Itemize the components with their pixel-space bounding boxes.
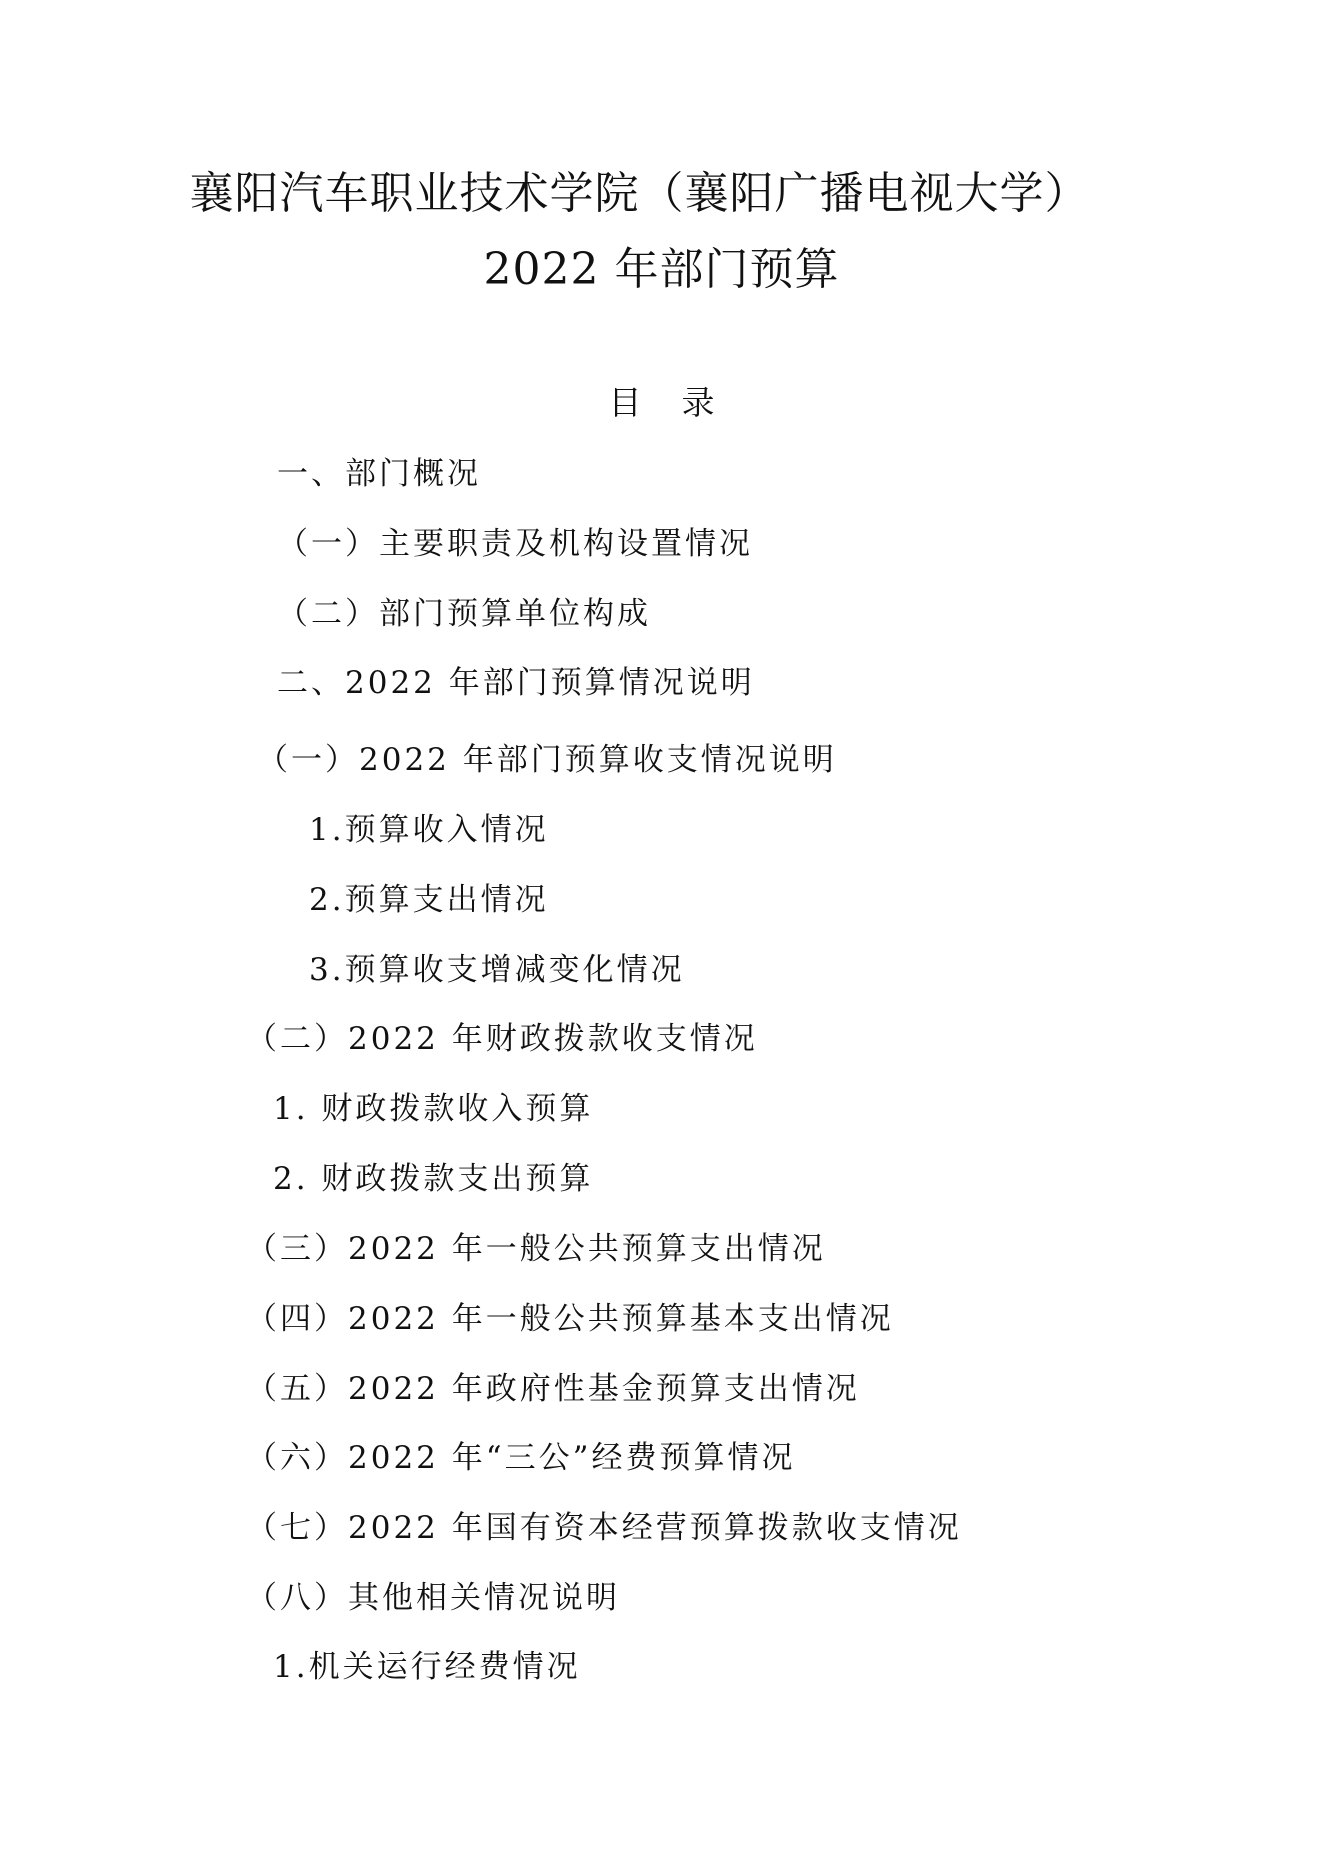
toc-item: 一、部门概况 [277,456,481,492]
document-title-line-2: 2022 年部门预算 [483,244,840,295]
toc-heading: 目录 [608,383,755,422]
toc-item: （六）2022 年“三公”经费预算情况 [246,1440,796,1476]
toc-item: （七）2022 年国有资本经营预算拨款收支情况 [246,1510,962,1546]
toc-item: （五）2022 年政府性基金预算支出情况 [246,1371,860,1407]
toc-item: 3.预算收支增减变化情况 [309,952,685,988]
toc-item: 1.机关运行经费情况 [273,1649,581,1685]
toc-item: （一）主要职责及机构设置情况 [277,526,753,562]
toc-item: （一）2022 年部门预算收支情况说明 [257,742,837,778]
toc-item: 1. 财政拨款收入预算 [273,1091,594,1127]
toc-item: （二）部门预算单位构成 [277,596,651,632]
document-title-line-1: 襄阳汽车职业技术学院（襄阳广播电视大学） [189,168,1090,219]
toc-item: 二、2022 年部门预算情况说明 [277,665,755,701]
toc-item: 1.预算收入情况 [309,812,549,848]
toc-item: （八）其他相关情况说明 [246,1580,620,1616]
toc-item: （四）2022 年一般公共预算基本支出情况 [246,1301,894,1337]
toc-item: （二）2022 年财政拨款收支情况 [246,1021,758,1057]
toc-item: 2.预算支出情况 [309,882,549,918]
toc-item: 2. 财政拨款支出预算 [273,1161,594,1197]
toc-item: （三）2022 年一般公共预算支出情况 [246,1231,826,1267]
